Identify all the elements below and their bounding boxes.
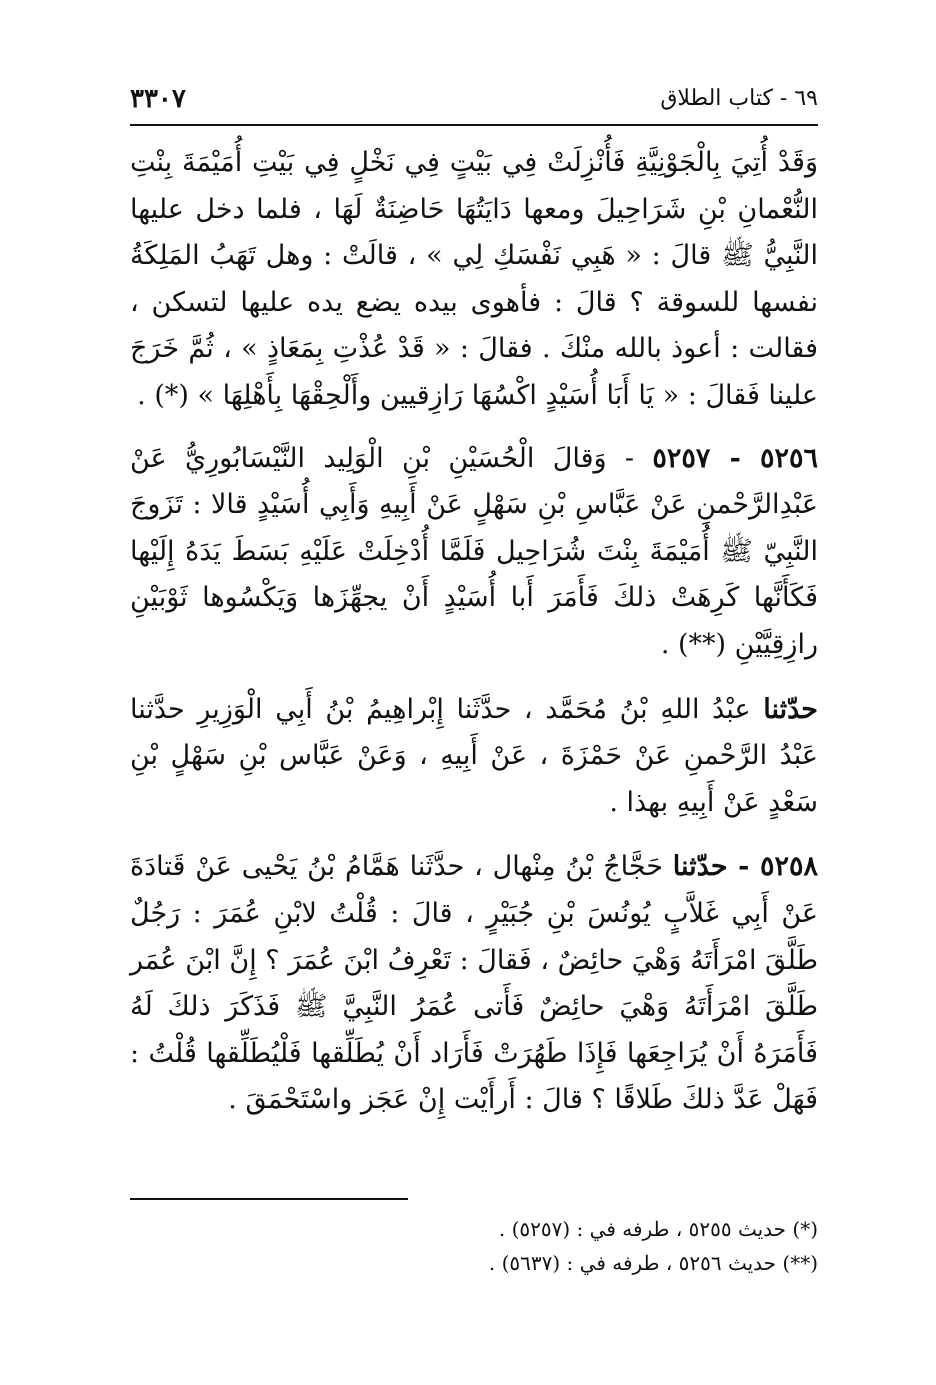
paragraph-text: وَقَدْ أُتِيَ بِالْجَوْنِيَّةِ فَأُنْزِلَتْ فِي بَيْتٍ فِي نَخْلٍ فِي بَيْتِ أُمَيْمَةَ بِنْتِ النُّعْمانِ بْنِ شَرَاحِيلَ ومعها دَايَتُهَا حَاضِنَةٌ لَهَا ، فلما دخل عليها النَّبِيُّ ﷺ قالَ : « هَبِي نَفْسَكِ لِي » ، قالَتْ : وهل تَهَبُ المَلِكَةُ نفسها للسوقة ؟ قالَ : فأهوى بيده يضع يده عليها لتسكن ، فقالت : أعوذ بالله منْكَ . فقالَ : « قَدْ عُذْتِ بِمَعَاذٍ » ، ثُمَّ خَرَجَ علينا فَقالَ : « يَا أَبَا أُسَيْدٍ اكْسُهَا رَازِقيين وأَلْحِقْهَا بِأَهْلِهَا » (*) . bbox=[130, 147, 819, 411]
header-divider bbox=[130, 124, 818, 126]
book-page bbox=[130, 80, 819, 1275]
paragraph-text: حَجَّاجُ بْنُ مِنْهال ، حدَّثَنا هَمَّامُ بْنُ يَحْيى عَنْ قَتادَةَ عَنْ أَبِي غَلاَّبٍ يُونُسَ بْنِ جُبَيْرٍ ، قالَ : قُلْتُ لابْنِ عُمَرَ : رَجُلٌ طَلَّقَ امْرَأَتَهُ وَهْيَ حائِضٌ ، فَقالَ : تَعْرِفُ ابْنَ عُمَرَ ؟ إِنَّ ابْنَ عُمَر طَلَّقَ امْرَأَتَهُ وَهْيَ حائِضٌ فَأَتى عُمَرُ النَّبِيَّ ﷺ فَذَكَرَ ذلكَ لَهُ فَأَمَرَهُ أَنْ يُرَاجِعَها فَإِذَا طَهُرَتْ فَأَرَاد أَنْ يُطَلِّقها فَلْيُطَلِّقها قُلْتُ : فَهَلْ عَدَّ ذلكَ طَلاقًا ؟ قالَ : أَرأَيْت إِنْ عَجَز واسْتَحْمَقَ . bbox=[130, 851, 818, 1116]
chapter-title: ٦٩ - كتاب الطلاق bbox=[660, 86, 818, 111]
paragraph-text: - وَقالَ الْحُسَيْنِ بْنِ الْوَلِيد النَّيْسَابُورِيُّ عَنْ عَبْدِالرَّحْمنِ عَنْ عَبَّاسِ بْنِ سَهْلٍ عَنْ أَبِيهِ وَأَبِي أُسَيْدٍ قالا : تَزَوجَ النَّبِيّ ﷺ أُمَيْمَةَ بِنْتَ شُرَاحِيل فَلَمَّا أُدْخِلَتْ عَلَيْهِ بَسَطَ يَدَهُ إِلَيْها فَكَأَنَّها كَرِهَتْ ذلكَ فَأَمَرَ أَبا أُسَيْدٍ أَنْ يجهِّزَها وَيَكْسُوها ثَوْبَيْنِ رازِقِيَّيْنِ (**) . bbox=[130, 442, 818, 660]
paragraph-text: عبْدُ اللهِ بْنُ مُحَمَّد ، حدَّثَنا إِبْراهِيمُ بْنُ أَبِي الْوَزِيرِ حدَّثنا عَبْدُ الرَّحْمنِ عَنْ حَمْزَةَ ، عَنْ أَبِيهِ ، وَعَنْ عَبَّاس بْنِ سَهْلٍ بْنِ سَعْدٍ عَنْ أَبِيهِ بهذا . bbox=[130, 693, 818, 818]
hadith-number: ٥٢٥٨ bbox=[759, 851, 818, 883]
footnote-2: (**) حديث ٥٢٥٦ ، طرفه في : (٥٦٣٧) . bbox=[488, 1251, 818, 1275]
narration-lead: حدّثنا bbox=[763, 693, 818, 725]
hadith-number: ٥٢٥٦ - ٥٢٥٧ bbox=[652, 442, 819, 474]
narration-lead: - حدّثنا bbox=[672, 851, 760, 883]
footnote-1: (*) حديث ٥٢٥٥ ، طرفه في : (٥٢٥٧) . bbox=[498, 1217, 818, 1241]
hadith-5258 bbox=[130, 844, 818, 1124]
page-header bbox=[130, 80, 818, 122]
paragraph-1 bbox=[130, 140, 818, 420]
main-text bbox=[130, 140, 818, 1124]
paragraph-3 bbox=[130, 687, 818, 827]
footnotes bbox=[130, 1212, 818, 1280]
page-number: ٣٣٠٧ bbox=[130, 84, 186, 114]
hadith-5256-5257 bbox=[130, 436, 818, 669]
footnote-divider bbox=[130, 1198, 408, 1200]
